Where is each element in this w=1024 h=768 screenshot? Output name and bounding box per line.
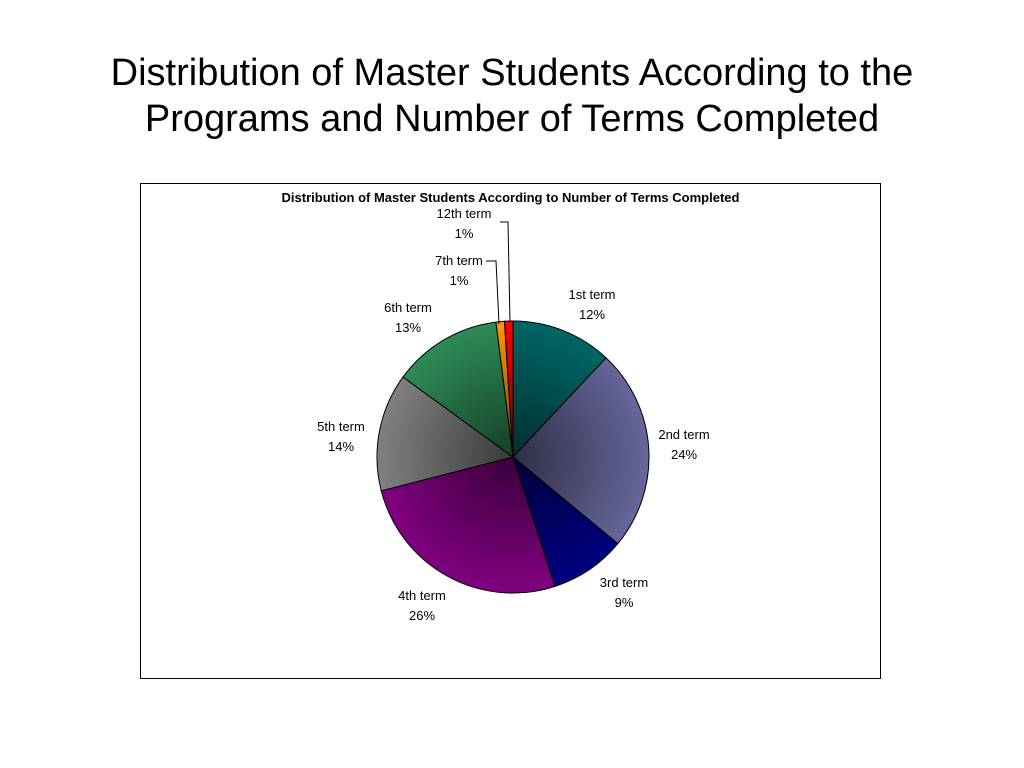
slice-label-7th-term: 7th term (435, 253, 483, 268)
chart-frame (140, 183, 881, 679)
slice-label-2nd-term: 2nd term (658, 427, 710, 442)
slice-label-1st-term: 1st term (568, 287, 616, 302)
slice-value-3rd-term: 9% (614, 595, 634, 610)
leader-line-12th-term (500, 222, 510, 322)
slice-value-6th-term: 13% (394, 320, 422, 335)
slice-value-7th-term: 1% (449, 273, 469, 288)
slice-label-4th-term: 4th term (398, 588, 446, 603)
slice-label-3rd-term: 3rd term (599, 575, 649, 590)
slice-label-5th-term: 5th term (317, 419, 365, 434)
chart-title: Distribution of Master Students According to Number of Terms Completed (281, 190, 740, 205)
slice-value-1st-term: 12% (578, 307, 606, 322)
leader-line-7th-term (486, 261, 499, 324)
slice-value-2nd-term: 24% (670, 447, 698, 462)
slice-label-12th-term: 12th term (436, 206, 492, 221)
slide-title-line2: Programs and Number of Terms Completed (144, 98, 880, 140)
slide-title (40, 50, 984, 142)
slice-value-5th-term: 14% (327, 439, 355, 454)
pie-chart (141, 184, 882, 680)
slide-title-line1: Distribution of Master Students According to the (110, 52, 914, 94)
slice-value-4th-term: 26% (408, 608, 436, 623)
slice-value-12th-term: 1% (454, 226, 474, 241)
slice-label-6th-term: 6th term (384, 300, 432, 315)
